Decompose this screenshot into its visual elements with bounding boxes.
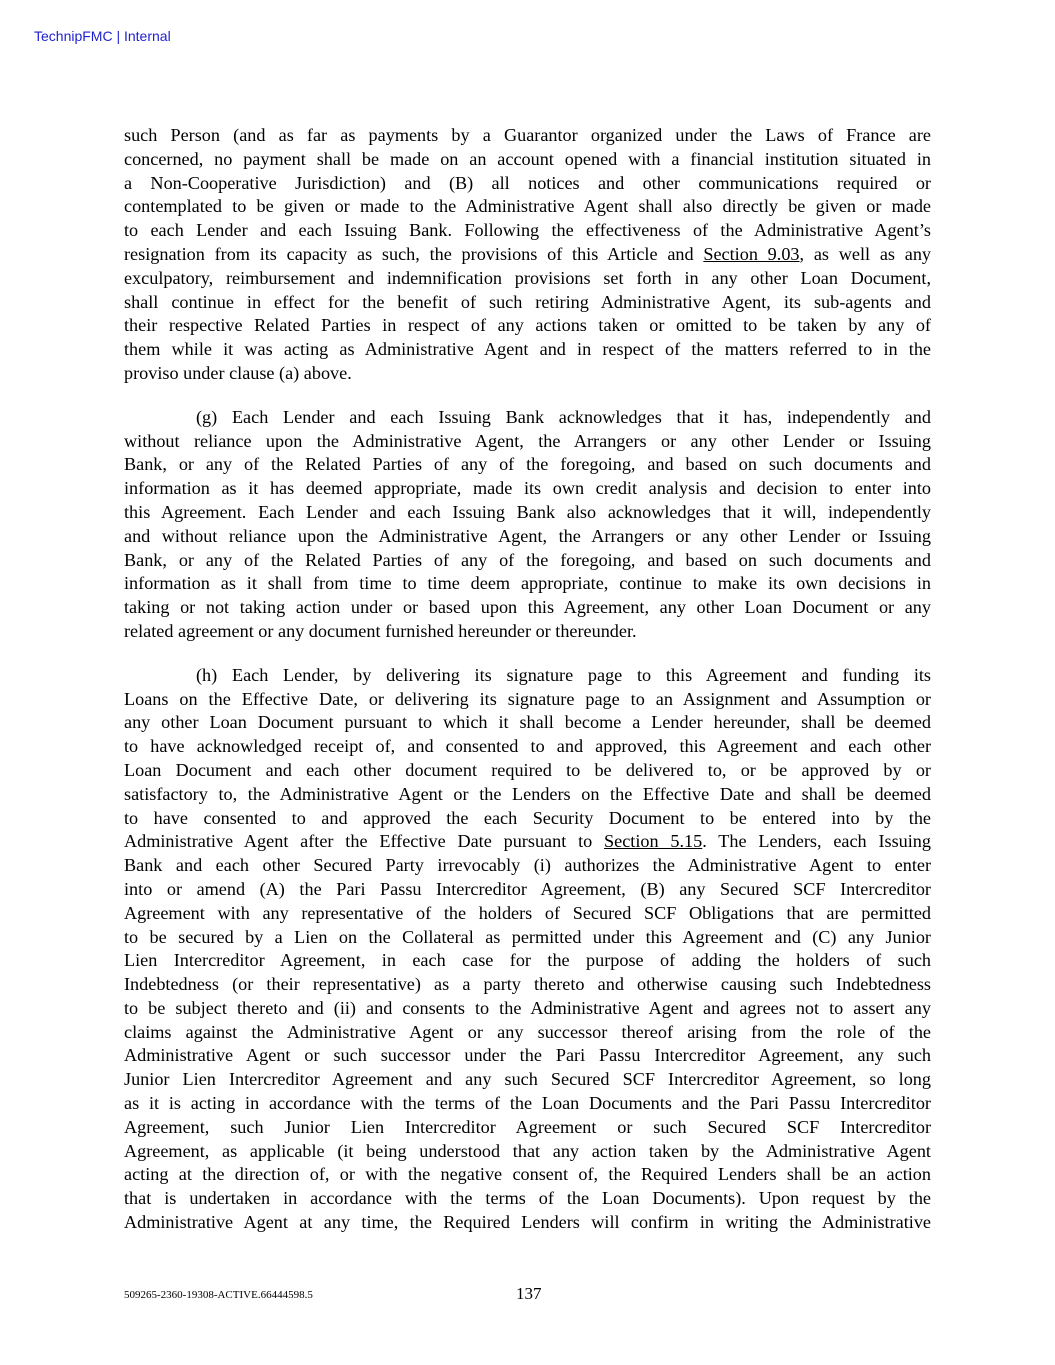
text-line: taking or not taking action under or based upon this Agreement, any other Loan Document or any	[124, 597, 931, 618]
text-line: to each Lender and each Issuing Bank. Following the effectiveness of the Administrative Agent’s	[124, 220, 931, 241]
text-line: Agreement, as applicable (it being understood that any action taken by the Administrative Agent	[124, 1140, 931, 1161]
text-line: to be secured by a Lien on the Collateral as permitted under this Agreement and (C) any Junior	[124, 926, 931, 947]
text-line: related agreement or any document furnished hereunder or thereunder.	[124, 620, 637, 641]
text-line: Bank and each other Secured Party irrevocably (i) authorizes the Administrative Agent to enter	[124, 855, 931, 876]
text-line: that is undertaken in accordance with the terms of the Loan Documents). Upon request by the	[124, 1188, 931, 1209]
text-line: Agreement with any representative of the holders of Secured SCF Obligations that are permitted	[124, 902, 931, 923]
text-line: this Agreement. Each Lender and each Issuing Bank also acknowledges that it will, independently	[124, 501, 931, 522]
text-line: to be subject thereto and (ii) and consents to the Administrative Agent and agrees not to assert any	[124, 997, 931, 1018]
text-line: Bank, or any of the Related Parties of any of the foregoing, and based on such documents and	[124, 549, 931, 570]
text-line: exculpatory, reimbursement and indemnification provisions set forth in any other Loan Document,	[124, 267, 931, 288]
text-line: Lien Intercreditor Agreement, in each case for the purpose of adding the holders of such	[124, 950, 931, 971]
text-line: concerned, no payment shall be made on an account opened with a financial institution situated in	[124, 148, 931, 169]
text-line: a Non-Cooperative Jurisdiction) and (B) all notices and other communications required or	[124, 172, 931, 193]
text-line: Administrative Agent or such successor under the Pari Passu Intercreditor Agreement, any such	[124, 1045, 931, 1066]
text-line: contemplated to be given or made to the Administrative Agent shall also directly be given or made	[124, 196, 931, 217]
text-line: acting at the direction of, or with the negative consent of, the Required Lenders shall be an action	[124, 1164, 931, 1185]
text-line: to have consented to and approved the each Security Document to be entered into by the	[124, 807, 931, 828]
text-line: proviso under clause (a) above.	[124, 362, 352, 383]
paragraph	[124, 406, 931, 644]
text-line: Agreement, such Junior Lien Intercreditor Agreement or such Secured SCF Intercreditor	[124, 1116, 931, 1137]
text-line: shall continue in effect for the benefit of such retiring Administrative Agent, its sub-agents and	[124, 291, 931, 312]
text-line: Bank, or any of the Related Parties of any of the foregoing, and based on such documents and	[124, 454, 931, 475]
paragraph	[124, 664, 931, 1235]
text-line: Indebtedness (or their representative) as a party thereto and otherwise causing such Indebtedness	[124, 974, 931, 995]
section-reference-link[interactable]: Section 9.03	[703, 243, 800, 264]
text-line: without reliance upon the Administrative Agent, the Arrangers or any other Lender or Issuing	[124, 430, 931, 451]
classification-label: TechnipFMC | Internal	[34, 28, 171, 44]
text-line: Loans on the Effective Date, or delivering its signature page to an Assignment and Assumption or	[124, 688, 931, 709]
text-line: satisfactory to, the Administrative Agent or the Lenders on the Effective Date and shall be deemed	[124, 783, 931, 804]
text-line: Administrative Agent after the Effective Date pursuant to Section 5.15. The Lenders, each Issuing	[124, 831, 931, 852]
text-line: Loan Document and each other document required to be delivered to, or be approved by or	[124, 759, 931, 780]
document-body	[124, 124, 931, 1255]
text-line: Administrative Agent at any time, the Required Lenders will confirm in writing the Administrative	[124, 1212, 931, 1233]
text-line: their respective Related Parties in respect of any actions taken or omitted to be taken by any of	[124, 315, 931, 336]
text-line: as it is acting in accordance with the terms of the Loan Documents and the Pari Passu Intercreditor	[124, 1093, 931, 1114]
text-line: them while it was acting as Administrative Agent and in respect of the matters referred to in the	[124, 339, 931, 360]
page-number: 137	[516, 1284, 542, 1303]
paragraph	[124, 124, 931, 386]
text-line: resignation from its capacity as such, the provisions of this Article and Section 9.03, as well as any	[124, 243, 932, 264]
text-line: to have acknowledged receipt of, and consented to and approved, this Agreement and each other	[124, 736, 931, 757]
text-line: information as it shall from time to time deem appropriate, continue to make its own decisions in	[124, 573, 931, 594]
section-reference-link[interactable]: Section 5.15	[604, 831, 703, 852]
text-line: and without reliance upon the Administrative Agent, the Arrangers or any other Lender or Issuing	[124, 525, 931, 546]
text-line: (h) Each Lender, by delivering its signature page to this Agreement and funding its	[196, 664, 931, 685]
text-line: claims against the Administrative Agent or any successor thereof arising from the role of the	[124, 1021, 931, 1042]
text-line: any other Loan Document pursuant to which it shall become a Lender hereunder, shall be deemed	[124, 712, 931, 733]
text-line: (g) Each Lender and each Issuing Bank acknowledges that it has, independently and	[196, 406, 931, 427]
text-line: information as it has deemed appropriate, made its own credit analysis and decision to enter into	[124, 478, 931, 499]
text-line: into or amend (A) the Pari Passu Intercreditor Agreement, (B) any Secured SCF Intercreditor	[124, 878, 931, 899]
footer-document-id: 509265-2360-19308-ACTIVE.66444598.5	[124, 1289, 313, 1301]
text-line: such Person (and as far as payments by a Guarantor organized under the Laws of France are	[124, 125, 931, 145]
text-line: Junior Lien Intercreditor Agreement and any such Secured SCF Intercreditor Agreement, so long	[124, 1069, 931, 1090]
